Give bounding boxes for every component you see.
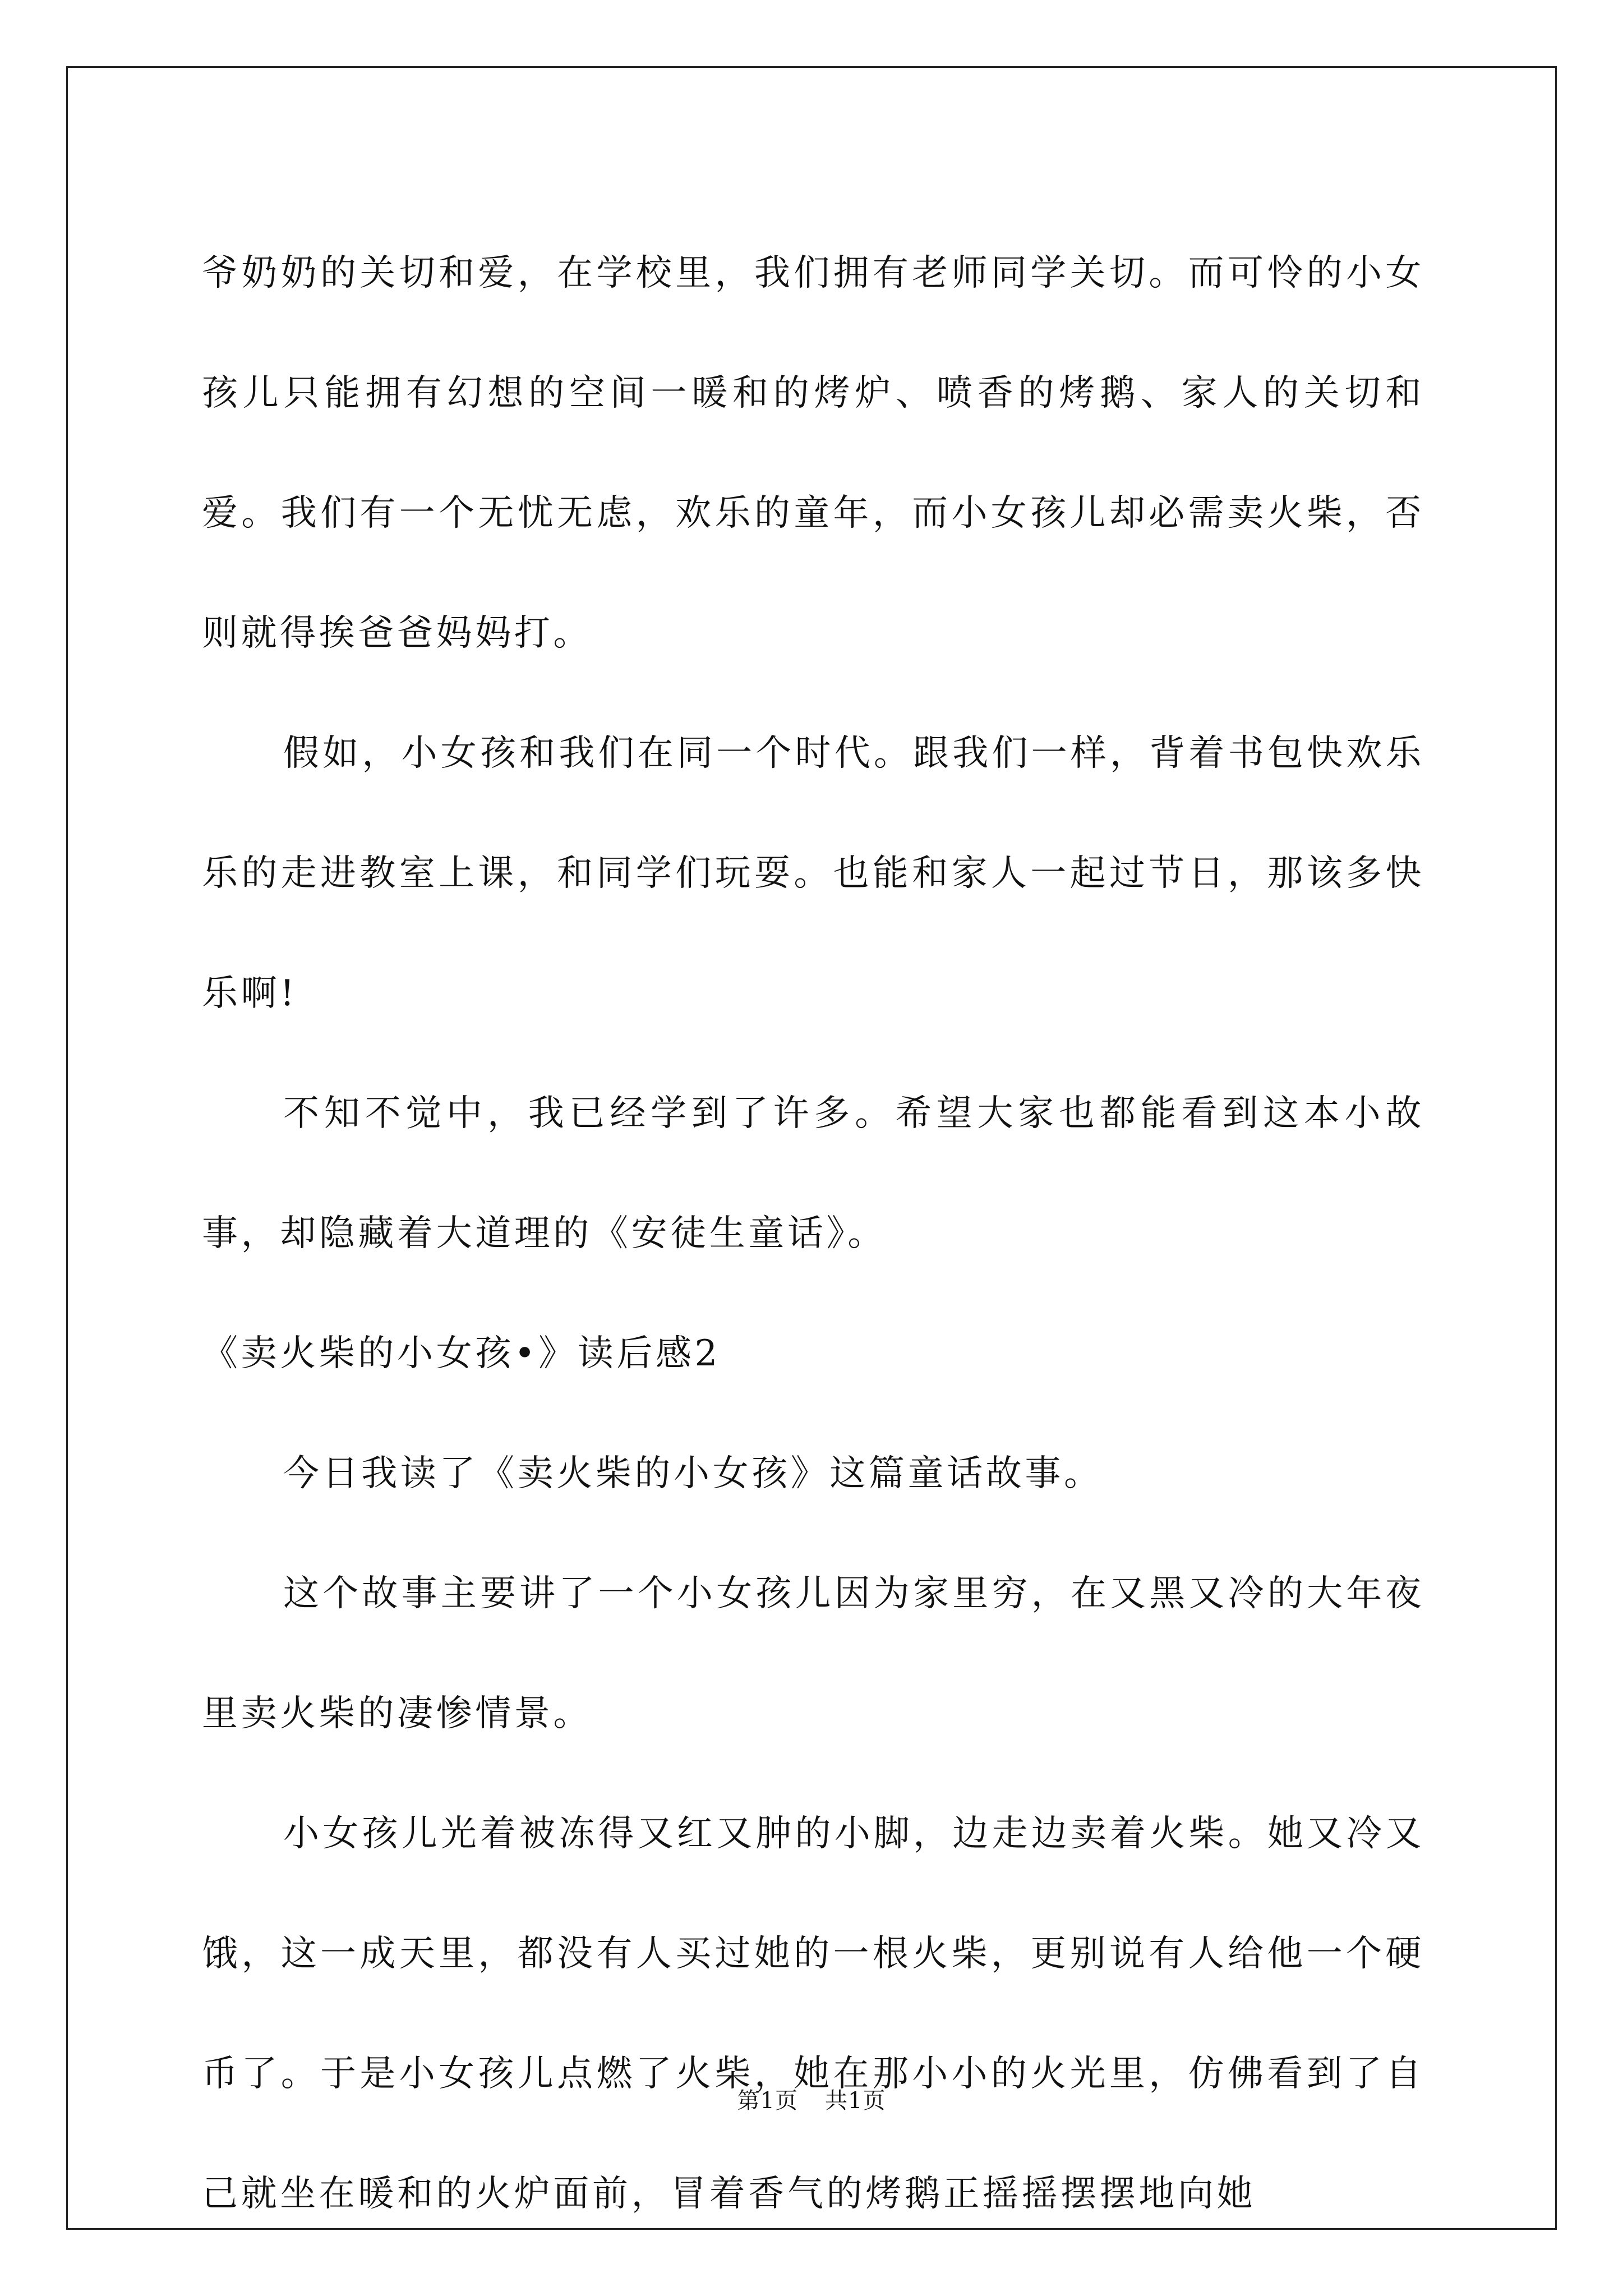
paragraph-continuation: 爷奶奶的关切和爱，在学校里，我们拥有老师同学关切。而可怜的小女孩儿只能拥有幻想的空间一暖和的烤炉、喷香的烤鹅、家人的关切和爱。我们有一个无忧无虑，欢乐的童年，而小女孩儿却必需卖火柴，否则就得挨爸爸妈妈打。	[202, 252, 1424, 654]
section-heading: 《卖火柴的小女孩•》读后感2	[202, 1333, 721, 1374]
paragraph-conclusion: 不知不觉中，我已经学到了许多。希望大家也都能看到这本小故事，却隐藏着大道理的《安徒生童话》。	[202, 1093, 1424, 1254]
paragraph-story: 小女孩儿光着被冻得又红又肿的小脚，边走边卖着火柴。她又冷又饿，这一成天里，都没有人买过她的一根火柴，更别说有人给他一个硬币了。于是小女孩儿点燃了火柴，她在那小小的火光里，仿佛看到了自己就坐在暖和的火炉面前，冒着香气的烤鹅正摇摇摆摆地向她	[202, 1813, 1424, 2215]
page-footer	[0, 2084, 1623, 2118]
page-number-total: 共1页	[825, 2088, 886, 2114]
page-number-current: 第1页	[737, 2088, 798, 2114]
paragraph-summary: 这个故事主要讲了一个小女孩儿因为家里穷，在又黑又冷的大年夜里卖火柴的凄惨情景。	[202, 1573, 1424, 1734]
paragraph-intro: 今日我读了《卖火柴的小女孩》这篇童话故事。	[283, 1453, 1103, 1494]
document-body	[202, 213, 1424, 2254]
paragraph-imagine: 假如，小女孩和我们在同一个时代。跟我们一样，背着书包快欢乐乐的走进教室上课，和同学们玩耍。也能和家人一起过节日，那该多快乐啊!	[202, 733, 1424, 1014]
